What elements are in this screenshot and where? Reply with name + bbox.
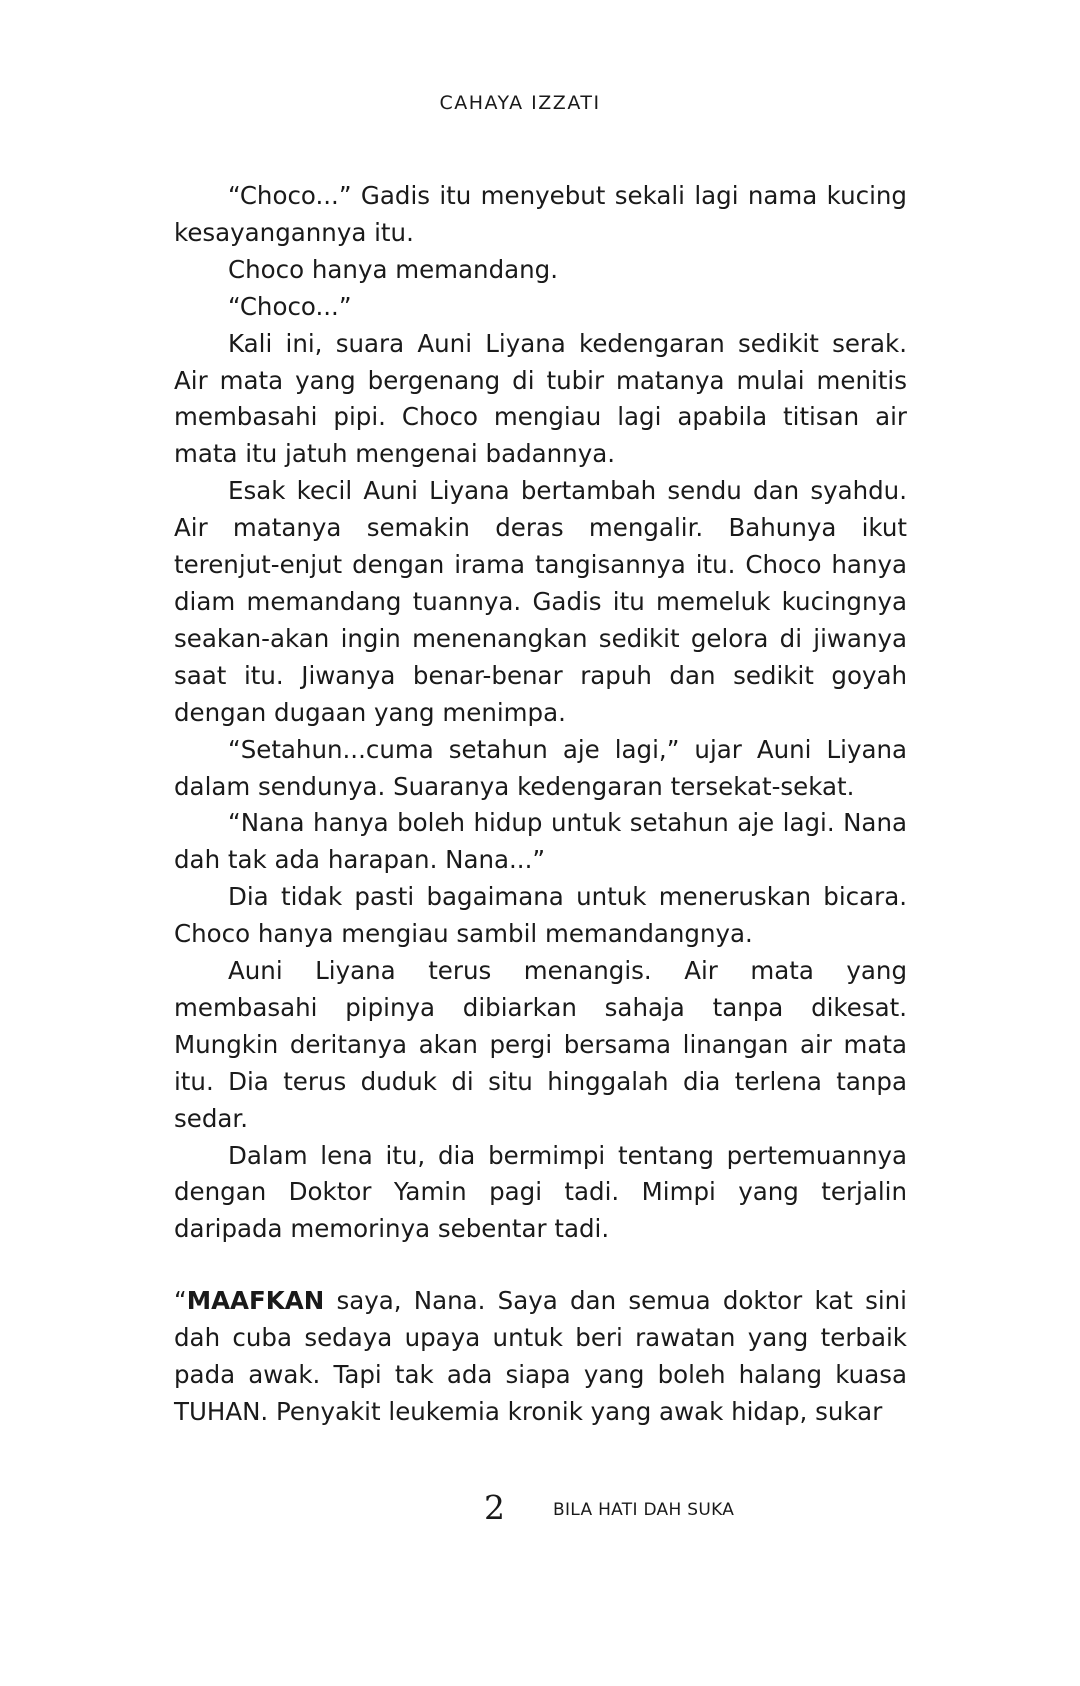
page-number: 2	[484, 1488, 505, 1527]
paragraph: “Setahun...cuma setahun aje lagi,” ujar Auni Liyana dalam sendunya. Suaranya kedengaran tersekat-sekat.	[174, 734, 907, 801]
running-head: CAHAYA IZZATI	[439, 92, 601, 114]
lead-word: MAAFKAN	[186, 1286, 325, 1315]
book-title: BILA HATI DAH SUKA	[553, 1500, 735, 1520]
paragraph: Choco hanya memandang.	[228, 254, 559, 284]
paragraph: Dalam lena itu, dia bermimpi tentang pertemuannya dengan Doktor Yamin pagi tadi. Mimpi yang terjalin daripada memorinya sebentar tadi.	[174, 1140, 907, 1244]
section-opening-paragraph	[174, 1283, 907, 1431]
paragraph: Kali ini, suara Auni Liyana kedengaran sedikit serak. Air mata yang bergenang di tubir matanya mulai menitis membasahi pipi. Choco mengiau lagi apabila titisan air mata itu jatuh mengenai badannya.	[174, 328, 907, 469]
main-text	[174, 178, 907, 1248]
paragraph: Dia tidak pasti bagaimana untuk meneruskan bicara. Choco hanya mengiau sambil memandangnya.	[174, 882, 907, 949]
paragraph-rest: saya, Nana. Saya dan semua doktor kat sini dah cuba sedaya upaya untuk beri rawatan yang terbaik pada awak. Tapi tak ada siapa yang boleh halang kuasa TUHAN. Penyakit leukemia kronik yang awak hidap, sukar	[174, 1286, 907, 1426]
open-quote: “	[174, 1286, 187, 1315]
page-footer	[0, 1488, 1080, 1528]
paragraph: “Nana hanya boleh hidup untuk setahun aje lagi. Nana dah tak ada harapan. Nana...”	[174, 808, 907, 875]
paragraph: Auni Liyana terus menangis. Air mata yang membasahi pipinya dibiarkan sahaja tanpa dikesat. Mungkin deritanya akan pergi bersama linangan air mata itu. Dia terus duduk di situ hinggalah dia terlena tanpa sedar.	[174, 956, 907, 1133]
paragraph: Esak kecil Auni Liyana bertambah sendu dan syahdu. Air matanya semakin deras mengalir. Bahunya ikut terenjut-enjut dengan irama tangisannya itu. Choco hanya diam memandang tuannya. Gadis itu memeluk kucingnya seakan-akan ingin menenangkan sedikit gelora di jiwanya saat itu. Jiwanya benar-benar rapuh dan sedikit goyah dengan dugaan yang menimpa.	[174, 476, 907, 727]
paragraph: “Choco...” Gadis itu menyebut sekali lagi nama kucing kesayangannya itu.	[174, 181, 907, 247]
section-text	[174, 1283, 907, 1431]
paragraph: “Choco...”	[228, 291, 352, 321]
